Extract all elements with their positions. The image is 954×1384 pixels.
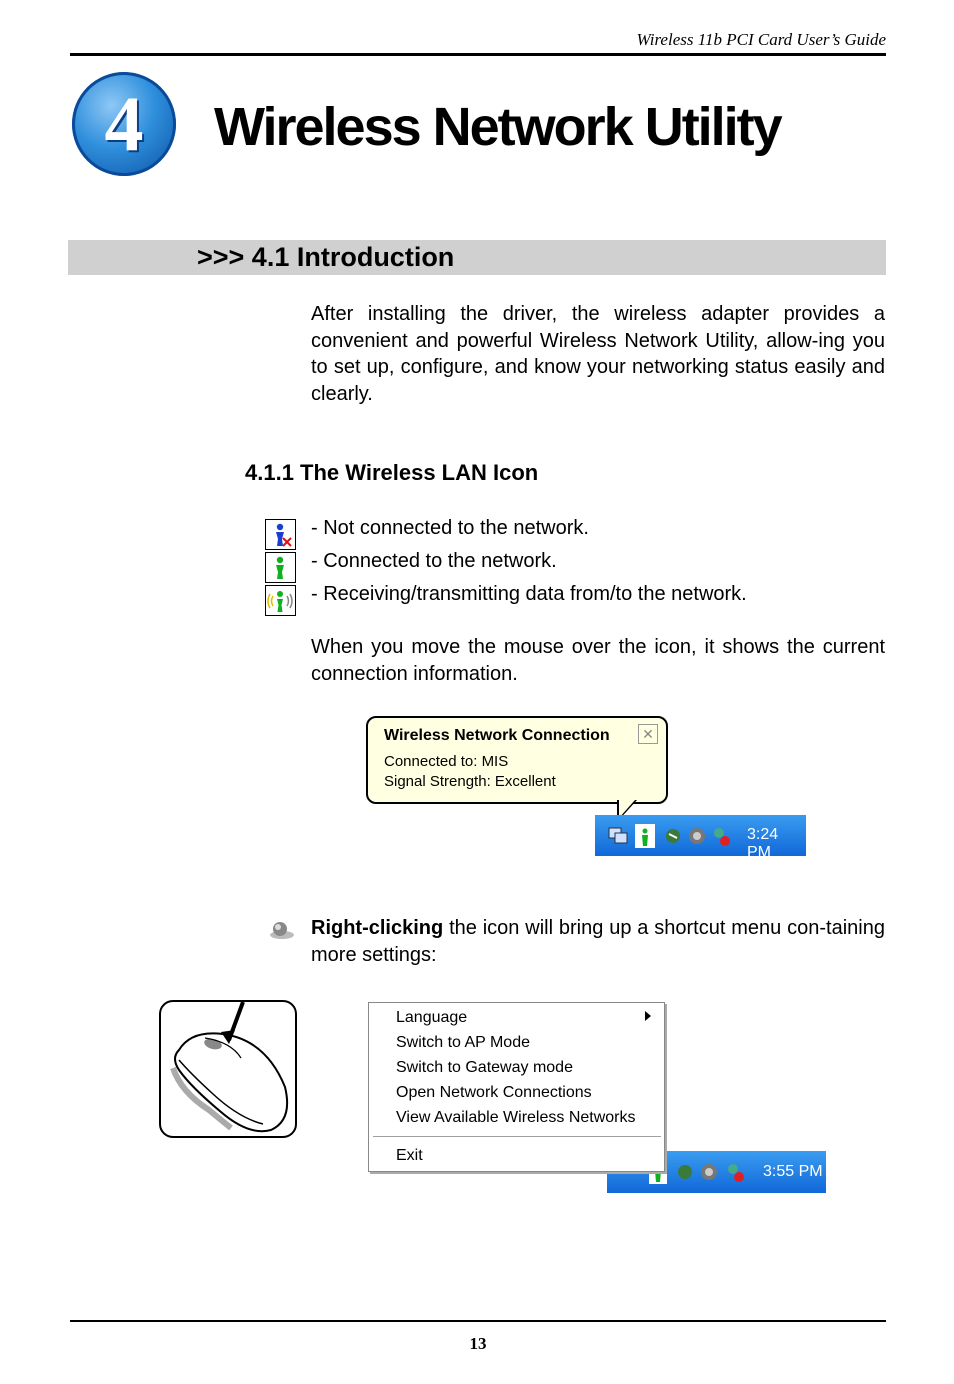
- menu-item-open-network-connections[interactable]: Open Network Connections: [396, 1084, 592, 1101]
- chapter-number: 4: [104, 80, 144, 167]
- tray-clock[interactable]: 3:24 PM: [747, 826, 779, 861]
- intro-paragraph: After installing the driver, the wireless adapter provides a convenient and powerful Wireless Network Utility, allow-ing you to set up, configure, and know your networking status easily and clearly.: [311, 303, 885, 405]
- page-number: 13: [469, 1334, 487, 1353]
- header-rule: [70, 53, 886, 56]
- close-icon[interactable]: ✕: [638, 724, 658, 744]
- section-bar: [68, 240, 886, 275]
- mouse-illustration: [159, 1000, 297, 1138]
- menu-item-view-wireless-networks[interactable]: View Available Wireless Networks: [396, 1109, 636, 1126]
- right-click-bold: Right-clicking: [311, 917, 444, 939]
- menu-item-gateway-mode[interactable]: Switch to Gateway mode: [396, 1059, 573, 1076]
- mouse-icon: [161, 1002, 295, 1136]
- section-title: >>> 4.1 Introduction: [197, 242, 455, 272]
- tooltip-signal-strength: Signal Strength: Excellent: [384, 773, 556, 790]
- right-click-paragraph: [311, 915, 885, 968]
- menu-item-language[interactable]: Language: [396, 1009, 468, 1026]
- menu-item-ap-mode[interactable]: Switch to AP Mode: [396, 1034, 530, 1051]
- bullet-icon: [268, 920, 296, 940]
- hover-paragraph: When you move the mouse over the icon, it shows the current connection information.: [311, 636, 885, 685]
- tray-icons: [607, 824, 737, 848]
- subsection-title: 4.1.1 The Wireless LAN Icon: [245, 460, 539, 485]
- running-header: Wireless 11b PCI Card User’s Guide: [636, 30, 886, 49]
- transmitting-icon: [265, 585, 296, 616]
- icon-description-not-connected: - Not connected to the network.: [311, 517, 589, 539]
- system-tray: [595, 815, 806, 861]
- chapter-title: Wireless Network Utility: [214, 97, 781, 157]
- right-click-text: the icon will bring up a shortcut menu con-taining more settings:: [311, 917, 885, 966]
- icon-description-connected: - Connected to the network.: [311, 550, 557, 572]
- not-connected-icon: [265, 519, 296, 550]
- footer-rule: [70, 1320, 886, 1322]
- connected-icon: [265, 552, 296, 583]
- tooltip-connected-to: Connected to: MIS: [384, 753, 509, 770]
- tray-clock-2[interactable]: 3:55 PM: [763, 1163, 823, 1180]
- icon-description-transmitting: - Receiving/transmitting data from/to the network.: [311, 583, 747, 605]
- submenu-arrow-icon: [645, 1011, 651, 1021]
- tooltip-title: Wireless Network Connection: [384, 727, 610, 744]
- menu-item-exit[interactable]: Exit: [396, 1147, 423, 1164]
- menu-separator: [373, 1136, 661, 1137]
